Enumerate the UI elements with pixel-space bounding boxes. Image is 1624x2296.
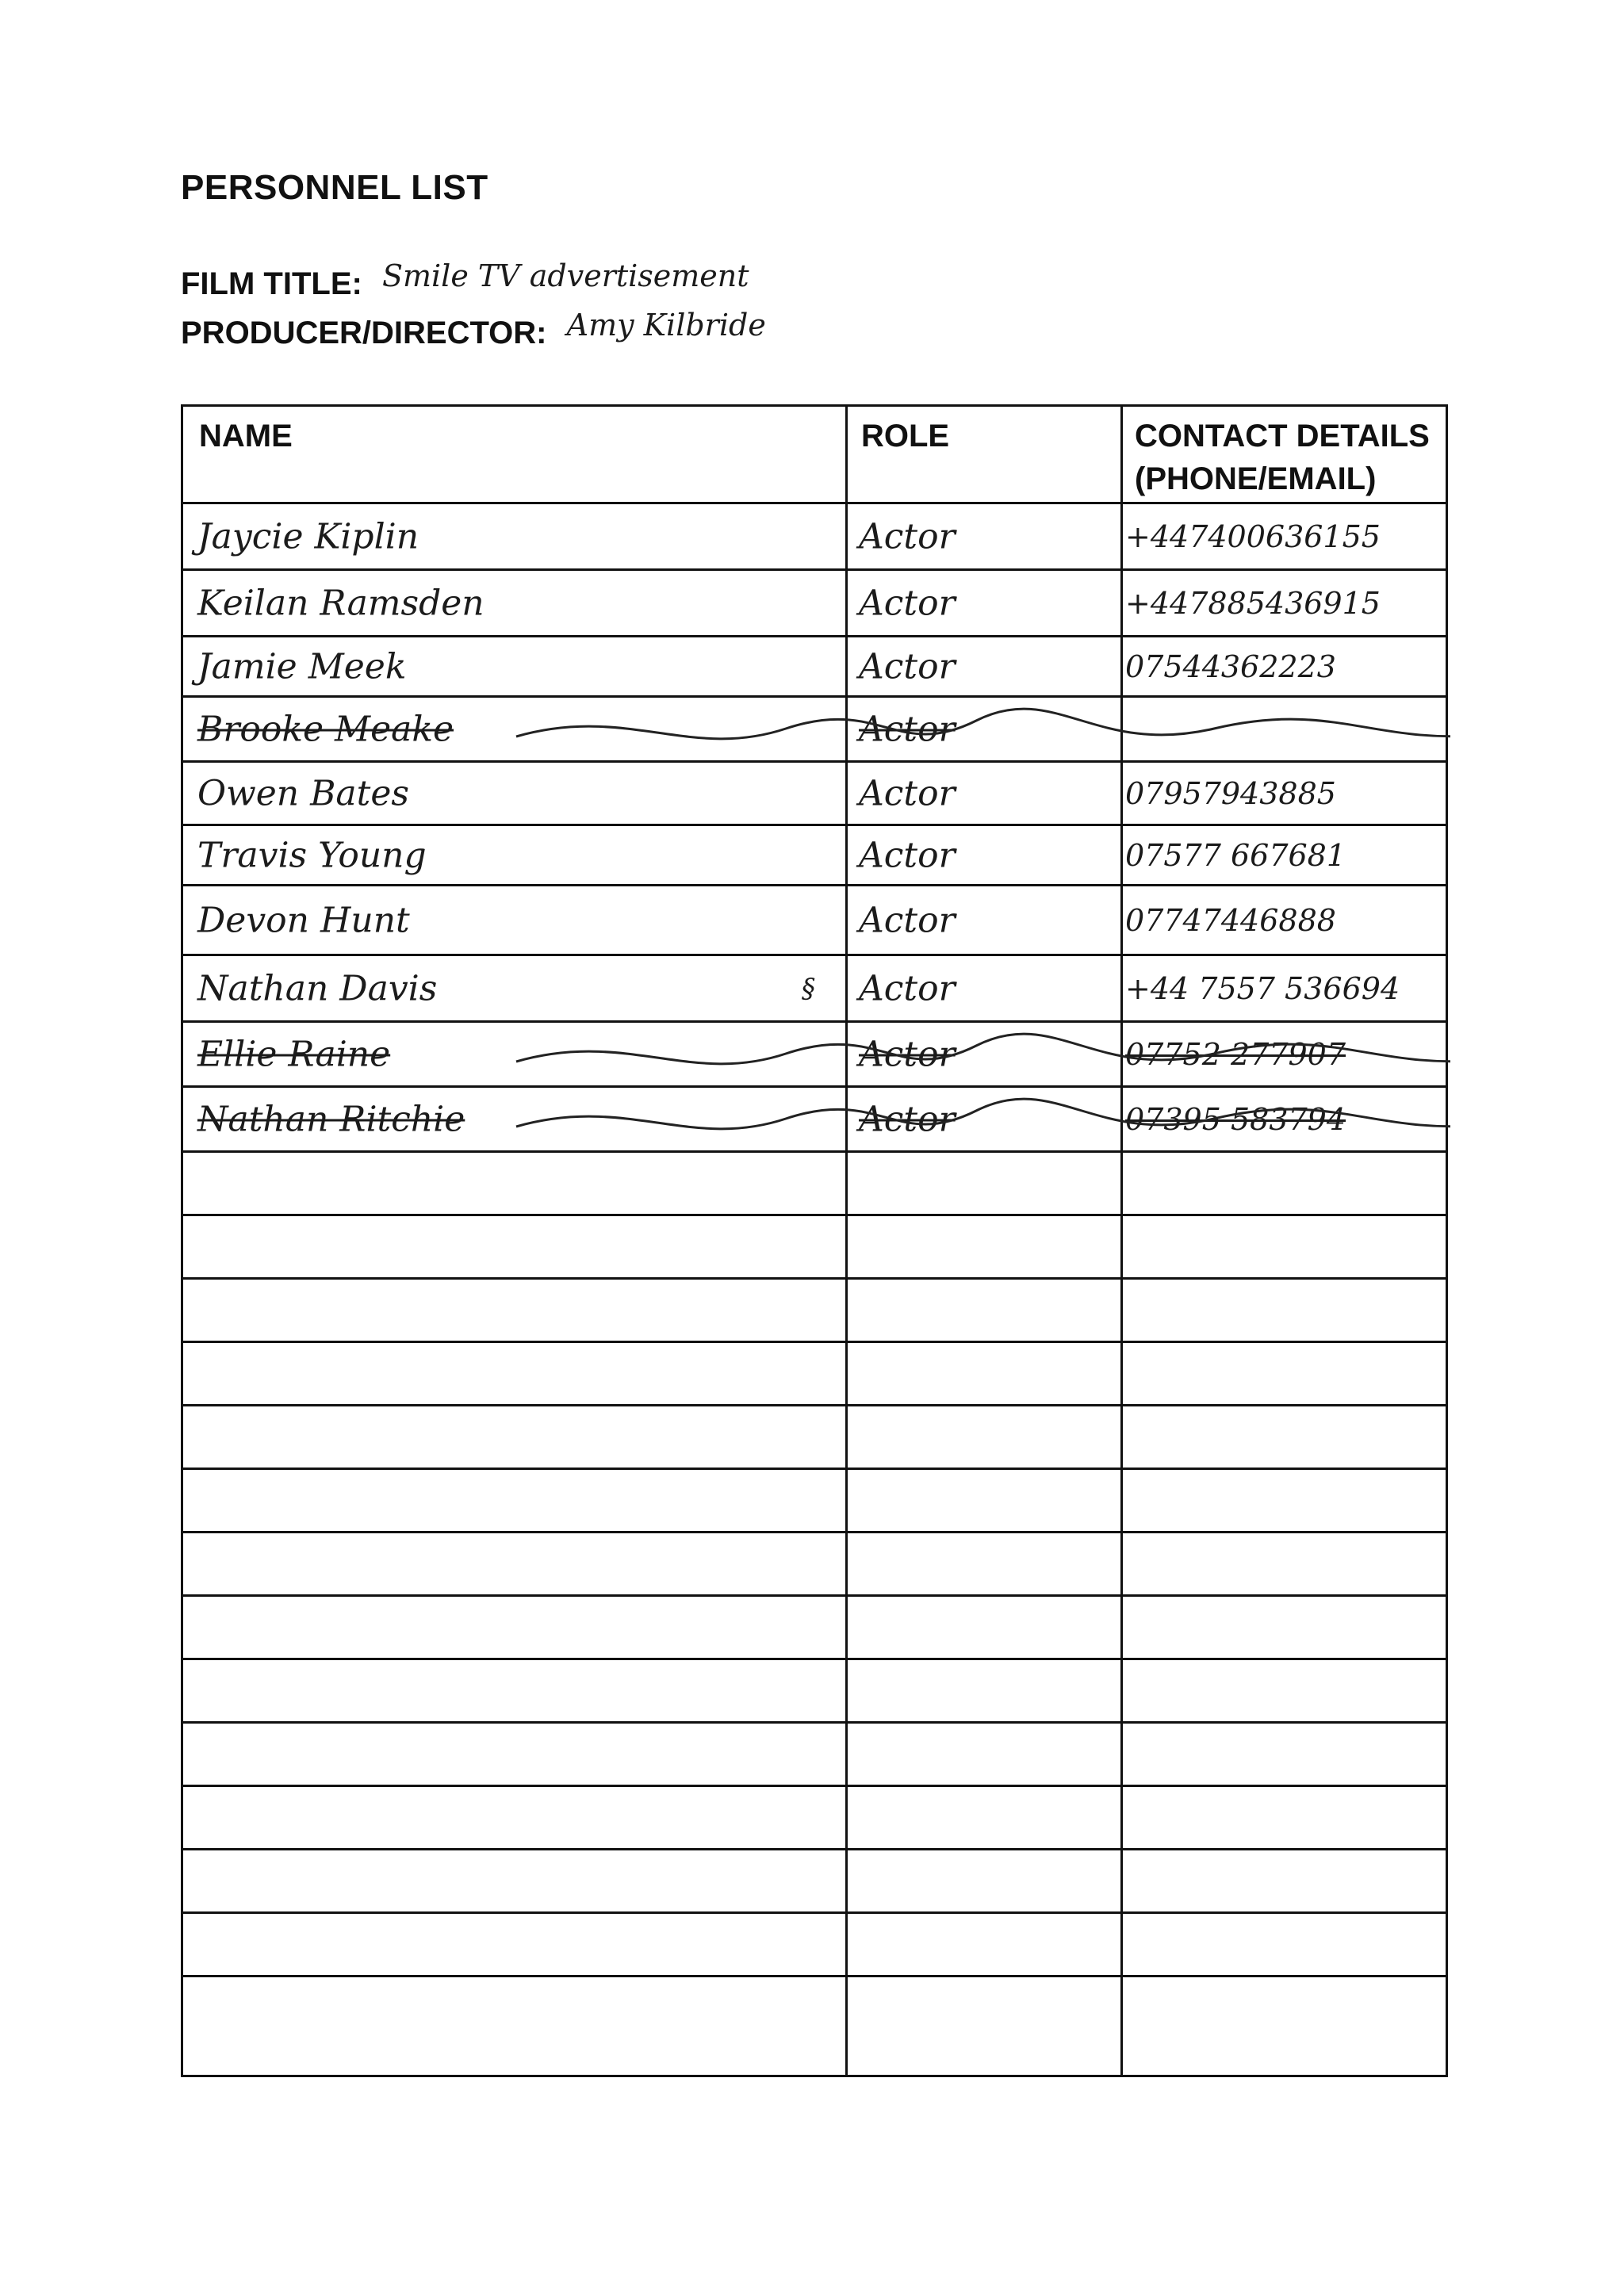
empty-table-row — [183, 1214, 1446, 1277]
header-contact: CONTACT DETAILS (PHONE/EMAIL) — [1135, 419, 1430, 496]
cell-role: Actor — [859, 583, 956, 623]
cell-name: Brooke Meake — [197, 709, 454, 749]
table-row — [183, 568, 1446, 635]
empty-table-row — [183, 1594, 1446, 1658]
table-row — [183, 1020, 1446, 1085]
cell-role: Actor — [859, 968, 956, 1008]
cell-name: Nathan Ritchie — [197, 1099, 465, 1139]
cell-role: Actor — [859, 900, 956, 940]
film-title-value: Smile TV advertisement — [381, 258, 749, 293]
cell-contact: 07752 277907 — [1125, 1036, 1346, 1072]
empty-table-row — [183, 1404, 1446, 1468]
cell-contact: +447885436915 — [1125, 585, 1381, 621]
cell-name: Ellie Raine — [197, 1034, 391, 1074]
page-title: PERSONNEL LIST — [181, 168, 488, 207]
empty-table-row — [183, 1531, 1446, 1594]
cell-role: Actor — [859, 516, 956, 557]
film-title-label: FILM TITLE: — [181, 266, 362, 301]
personnel-table — [181, 404, 1448, 2077]
cell-name: Travis Young — [197, 835, 427, 875]
header-role: ROLE — [861, 419, 950, 453]
header-name: NAME — [199, 419, 293, 453]
cell-name: Nathan Davis — [197, 968, 438, 1008]
empty-table-row — [183, 1911, 1446, 1975]
empty-table-row — [183, 1975, 1446, 2038]
cell-contact: 07747446888 — [1125, 902, 1336, 938]
cell-contact: 07957943885 — [1125, 775, 1336, 811]
cell-name: Devon Hunt — [197, 900, 410, 940]
empty-table-row — [183, 1277, 1446, 1341]
cell-role: Actor — [859, 709, 956, 749]
empty-table-row — [183, 1848, 1446, 1911]
empty-table-row — [183, 1468, 1446, 1531]
cell-name: Jamie Meek — [197, 646, 407, 687]
producer-line — [181, 308, 766, 351]
cell-name: Jaycie Kiplin — [197, 516, 419, 557]
table-row — [183, 760, 1446, 824]
table-row — [183, 502, 1446, 568]
cell-name: Keilan Ramsden — [197, 583, 485, 623]
table-row — [183, 824, 1446, 884]
cell-contact: 07544362223 — [1125, 649, 1336, 684]
table-row — [183, 1085, 1446, 1150]
table-row — [183, 954, 1446, 1020]
table-row — [183, 635, 1446, 695]
cell-role: Actor — [859, 835, 956, 875]
producer-value: Amy Kilbride — [566, 308, 766, 342]
empty-table-row — [183, 1150, 1446, 1214]
film-title-line — [181, 258, 749, 302]
cell-contact: +447400636155 — [1125, 519, 1381, 554]
table-row — [183, 884, 1446, 954]
table-row — [183, 695, 1446, 760]
cell-contact: +44 7557 536694 — [1125, 970, 1400, 1006]
empty-table-row — [183, 1721, 1446, 1785]
cell-contact: 07395 583794 — [1125, 1101, 1346, 1137]
empty-table-row — [183, 1658, 1446, 1721]
empty-table-row — [183, 1341, 1446, 1404]
cell-role: Actor — [859, 646, 956, 687]
cell-role: Actor — [859, 1034, 956, 1074]
margin-mark: § — [802, 972, 815, 1004]
cell-role: Actor — [859, 773, 956, 813]
cell-name: Owen Bates — [197, 773, 409, 813]
cell-contact: 07577 667681 — [1125, 837, 1346, 873]
cell-role: Actor — [859, 1099, 956, 1139]
empty-table-row — [183, 1785, 1446, 1848]
producer-label: PRODUCER/DIRECTOR: — [181, 316, 547, 350]
